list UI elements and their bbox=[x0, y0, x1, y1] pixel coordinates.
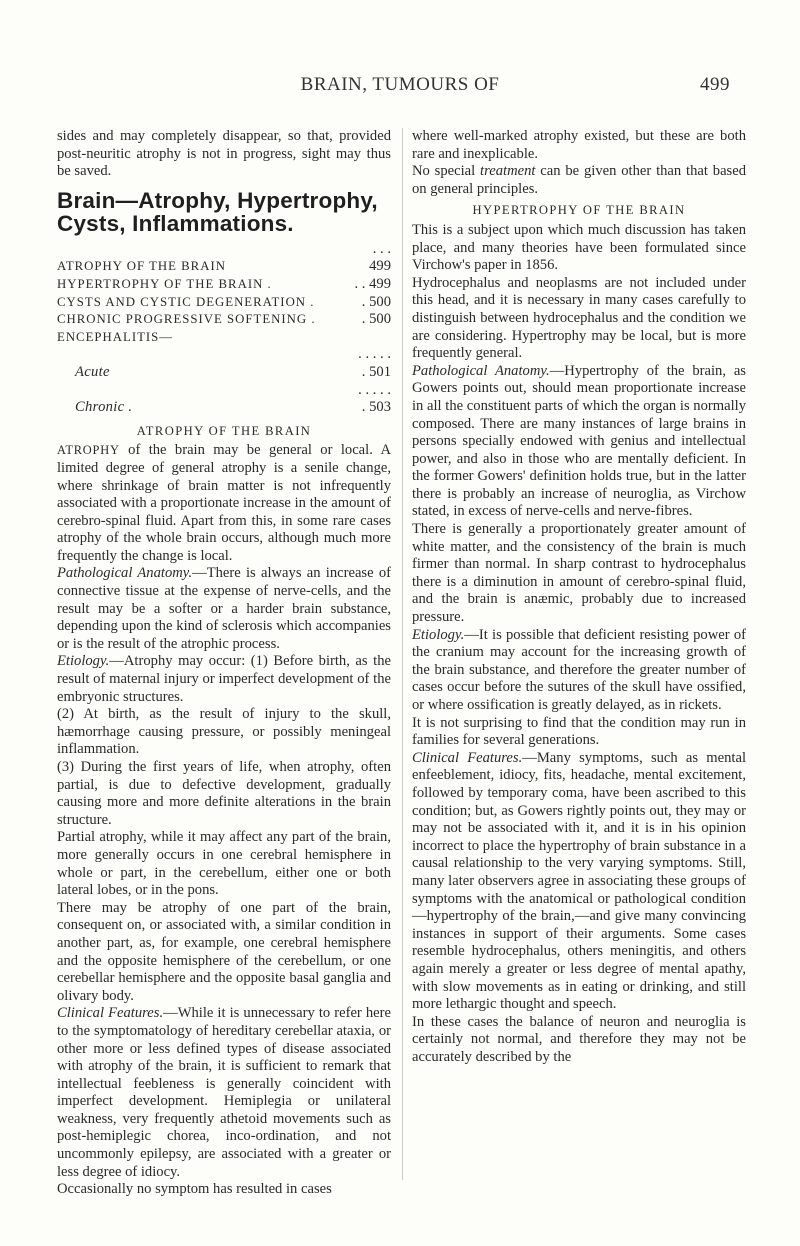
paragraph-lead: Clinical Features. bbox=[57, 1005, 164, 1022]
toc-dots: . bbox=[361, 293, 366, 310]
toc-row bbox=[57, 294, 391, 312]
paragraph: Etiology.—It is possible that deficient resisting power of the cranium may account for the increasing growth of the brain substance, and therefore the greater number of cases occur before the sutures of the skull have ossified, or where ossification is greatly delayed, as in rickets. bbox=[412, 626, 746, 713]
paragraph: Clinical Features.—While it is unnecessary to refer here to the symptomatology of hereditary cerebellar ataxia, or other more or less defined types of disease associated with atrophy of the brain, it is sufficient to remark that intellectual feebleness is generally coincident with imperfect development. Hemiplegia or unilateral weakness, very frequently athetoid movements such as post-hemiplegic chorea, inco-ordination, and not uncommonly epilepsy, are associated with a greater or less degree of idiocy. bbox=[57, 1005, 391, 1180]
paragraph: (2) At birth, as the result of injury to the skull, hæmorrhage causing pressure, or possibly meningeal inflammation. bbox=[57, 706, 391, 758]
running-header bbox=[0, 74, 800, 104]
paragraph: where well-marked atrophy existed, but these are both rare and inexplicable. bbox=[412, 128, 746, 162]
toc-row bbox=[57, 382, 391, 417]
toc-row bbox=[57, 241, 391, 276]
paragraph-lead: Clinical Features. bbox=[412, 749, 523, 766]
subsection-heading: ATROPHY OF THE BRAIN bbox=[136, 423, 312, 438]
toc-row bbox=[57, 276, 391, 294]
toc-dots: . . . . . . bbox=[358, 346, 391, 380]
toc-dots: . bbox=[361, 311, 366, 328]
paragraph: There may be atrophy of one part of the brain, consequent on, or associated with, a similar condition in another part, as, for example, one cerebral hemisphere and the opposite hemisphere of the cerebellum, or one cerebellar hemisphere and the opposite basal ganglia and olivary body. bbox=[57, 899, 391, 1004]
section-title: Brain—Atrophy, Hypertrophy, Cysts, Inflammations. bbox=[57, 187, 378, 236]
toc-label: ATROPHY OF THE BRAIN bbox=[57, 259, 226, 274]
paragraph-lead: Pathological Anatomy. bbox=[412, 362, 550, 379]
toc-dots: . . . . . . bbox=[358, 381, 391, 416]
paragraph: Partial atrophy, while it may affect any part of the brain, more generally occurs in one cerebral hemisphere in whole or part, in the cerebellum, either one or both lateral lobes, or in the pons. bbox=[57, 829, 391, 899]
paragraph: There is generally a proportionately greater amount of white matter, and the consistency of the brain is much firmer than normal. In sharp contrast to hydrocephalus there is a diminution in amount of cerebro-spinal fluid, and the brain is anæmic, probably due to increased pressure. bbox=[412, 521, 746, 626]
column-divider bbox=[402, 128, 403, 1180]
paragraph: It is not surprising to find that the condition may run in families for several generations. bbox=[412, 714, 746, 749]
section-contents bbox=[57, 241, 391, 417]
paragraph: Pathological Anatomy.—There is always an increase of connective tissue at the expense of nerve-cells, and the result may be a softer or a harder brain substance, depending upon the kind of sclerosis which accompanies or is the result of the atrophic process. bbox=[57, 565, 391, 652]
paragraph: Hydrocephalus and neoplasms are not included under this head, and it is necessary in many cases carefully to distinguish between hydrocephalus and the condition we are considering. Hypertrophy may be local, but is more frequently general. bbox=[412, 274, 746, 362]
paragraph: This is a subject upon which much discussion has taken place, and many theories have been formulated since Virchow's paper in 1856. bbox=[412, 221, 746, 274]
toc-dots: . . . bbox=[372, 240, 391, 257]
paragraph-lead: Etiology. bbox=[57, 653, 110, 670]
toc-page: 503 bbox=[369, 399, 391, 416]
paragraph: In these cases the balance of neuron and neuroglia is certainly not normal, and therefore they may not be accurately described by the bbox=[412, 1013, 746, 1065]
intro-paragraph: sides and may completely disappear, so that, provided post-neuritic atrophy is not in progress, sight may thus be saved. bbox=[57, 128, 391, 180]
paragraph: Occasionally no symptom has resulted in cases bbox=[57, 1181, 332, 1198]
toc-row bbox=[57, 311, 391, 329]
toc-page: 500 bbox=[369, 311, 391, 328]
right-column bbox=[412, 128, 746, 1066]
toc-page: 501 bbox=[369, 363, 391, 380]
running-title: BRAIN, TUMOURS OF bbox=[300, 74, 500, 95]
toc-label: CHRONIC PROGRESSIVE SOFTENING . bbox=[57, 312, 316, 327]
toc-row bbox=[57, 329, 391, 347]
toc-label: HYPERTROPHY OF THE BRAIN . bbox=[57, 276, 272, 291]
toc-page: 499 bbox=[369, 258, 391, 275]
paragraph: Etiology.—Atrophy may occur: (1) Before birth, as the result of maternal injury or imperfect development of the embryonic structures. bbox=[57, 653, 391, 705]
toc-dots: . . bbox=[354, 275, 366, 292]
paragraph: Clinical Features.—Many symptoms, such as mental enfeeblement, idiocy, fits, headache, mental excitement, followed by temporary coma, have been ascribed to this condition; but, as Gowers rightly points out, they may or may not be associated with it, and it is in his opinion incorrect to place the hypertrophy of brain substance in a causal relationship to the very varying symptoms. Still, many later observers agree in associating these groups of symptoms with the anatomical or pathological condition—hypertrophy of the brain,—and give many convincing instances in support of their arguments. Some cases resemble hydrocephalus, others meningitis, and others again merely a greater or less degree of mental apathy, with slow movements as in eating or drinking, and still more lethargic thought and speech. bbox=[412, 749, 747, 1013]
paragraph: ATROPHY of the brain may be general or local. A limited degree of general atrophy is a senile change, where shrinkage of brain matter is not infrequently associated with a proportionate increase in the amount of cerebro-spinal fluid. Apart from this, in some rare cases atrophy of the whole brain occurs, although much more frequently the change is local. bbox=[57, 442, 391, 564]
page-number: 499 bbox=[700, 74, 730, 95]
paragraph: Pathological Anatomy.—Hypertrophy of the brain, as Gowers points out, should mean proportionate increase in all the constituent parts of which the organ is normally composed. There are many instances of large brains in persons specially endowed with genius and intellectual power, and also in those who are mentally deficient. In the former Gowers' definition holds true, but in the latter there is probably an increase of neuroglia, as Virchow stated, in excess of nerve-cells and nerve-fibres. bbox=[412, 362, 746, 520]
paragraph: No special treatment can be given other than that based on general principles. bbox=[412, 163, 746, 197]
paragraph-lead: Pathological Anatomy. bbox=[57, 565, 193, 582]
paragraph: (3) During the first years of life, when atrophy, often partial, is due to defective development, gradually causing more and more definite alterations in the brain structure. bbox=[57, 759, 391, 828]
toc-label: Acute bbox=[75, 363, 110, 380]
subsection-heading: HYPERTROPHY OF THE BRAIN bbox=[472, 203, 686, 218]
left-column bbox=[57, 128, 391, 1199]
paragraph-lead: Etiology. bbox=[412, 626, 465, 643]
toc-label: ENCEPHALITIS— bbox=[57, 329, 174, 344]
toc-page: 499 bbox=[369, 275, 391, 292]
toc-label: Chronic . bbox=[75, 399, 133, 416]
toc-row bbox=[57, 346, 391, 381]
paragraph-lead: ATROPHY bbox=[57, 443, 120, 458]
toc-label: CYSTS AND CYSTIC DEGENERATION . bbox=[57, 294, 315, 309]
toc-page: 500 bbox=[369, 293, 391, 310]
